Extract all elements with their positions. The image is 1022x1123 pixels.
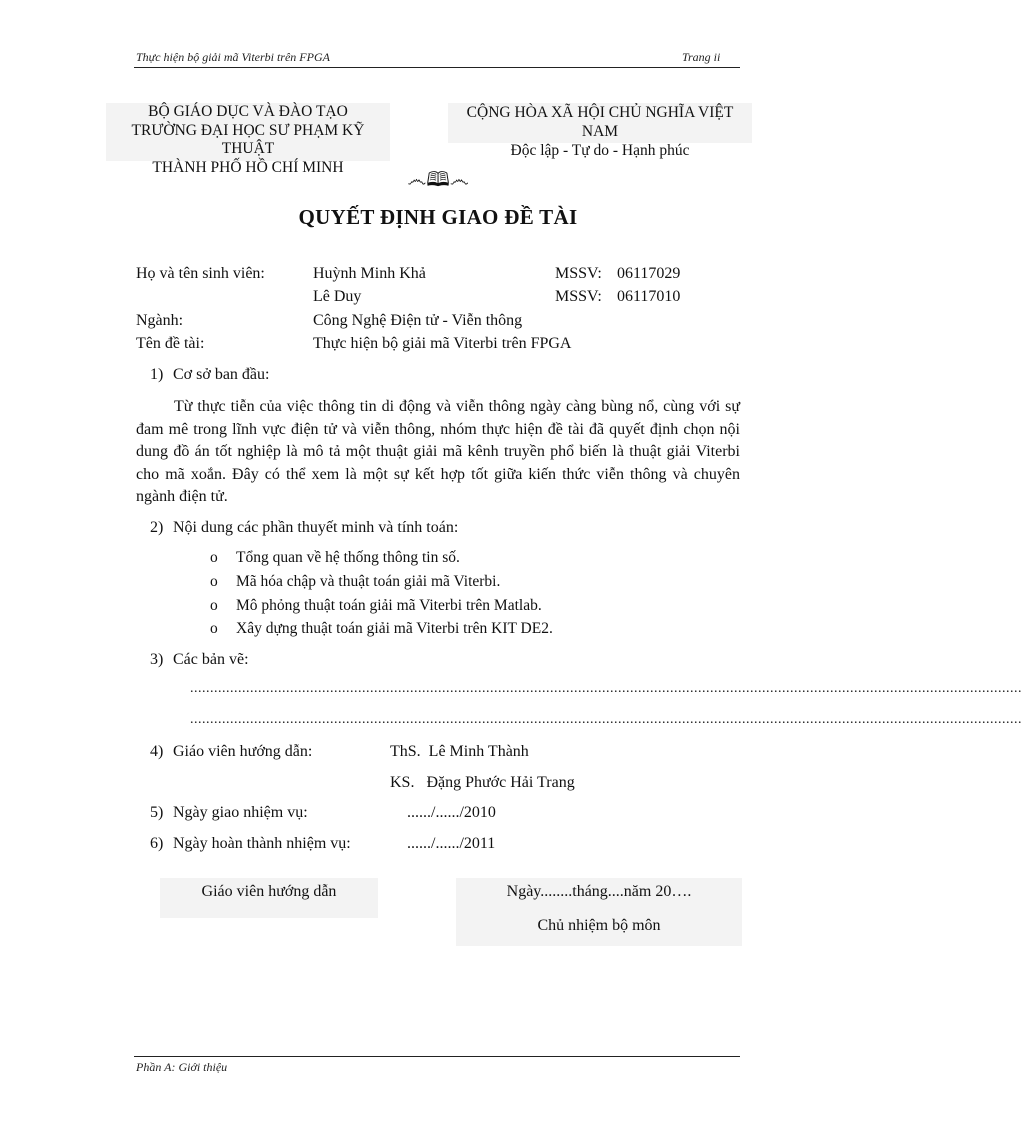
list-item <box>210 573 630 593</box>
section-1-title: Cơ sở ban đầu: <box>173 366 270 383</box>
section-3-title: Các bản vẽ: <box>173 651 249 668</box>
section-4-title: Giáo viên hướng dẫn: <box>173 743 313 760</box>
section-2-title: Nội dung các phần thuyết minh và tính toán: <box>173 519 459 536</box>
dotted-line: ................................................................................................................................................................................................................ <box>190 681 1022 696</box>
department-signature-block <box>456 878 742 946</box>
topic-label: Tên đề tài: <box>136 335 205 352</box>
bullet-circle-icon: o <box>210 573 218 590</box>
book-ornament-icon: ෴🕮෴ <box>407 169 469 191</box>
advisor-2: KS. Đặng Phước Hải Trang <box>390 774 575 791</box>
topic-value: Thực hiện bộ giải mã Viterbi trên FPGA <box>313 335 572 352</box>
mssv-label-2: MSSV: <box>555 288 602 305</box>
bullet-circle-icon: o <box>210 620 218 637</box>
major-label: Ngành: <box>136 312 184 329</box>
ministry-name: BỘ GIÁO DỤC VÀ ĐÀO TẠO <box>148 103 348 120</box>
header-rule <box>134 67 740 68</box>
section-5-title: Ngày giao nhiệm vụ: <box>173 804 308 821</box>
department-head-label: Chủ nhiệm bộ môn <box>537 917 661 934</box>
bullet-circle-icon: o <box>210 597 218 614</box>
section-1-number: 1) <box>150 366 164 383</box>
student-label: Họ và tên sinh viên: <box>136 265 265 282</box>
city-name: THÀNH PHỐ HỒ CHÍ MINH <box>152 158 344 176</box>
mssv-label-1: MSSV: <box>555 265 602 282</box>
list-item <box>210 597 630 617</box>
mssv-value-2: 06117010 <box>617 288 681 305</box>
section-1-paragraph: Từ thực tiễn của việc thông tin di động và viễn thông ngày càng bùng nổ, cùng với sự đam mê trong lĩnh vực điện tử và viễn thông, nhóm thực hiện đề tài đã quyết định chọn nội dung đồ án tốt nghiệp là mô tả một thuật giải mã kênh truyền phổ biến là thuật giải Viterbi cho mã xoắn. Đây có thể xem là một sự kết hợp tốt giữa kiến thức viễn thông và chuyên ngành điện tử. <box>136 398 740 505</box>
list-item <box>210 549 630 569</box>
section-5-number: 5) <box>150 804 164 821</box>
institution-block <box>106 103 390 176</box>
section-4-number: 4) <box>150 743 164 760</box>
advisor-signature-block <box>160 878 378 918</box>
dotted-line: ................................................................................................................................................................................................................ <box>190 712 1022 727</box>
student-name-2: Lê Duy <box>313 288 362 305</box>
advisor-signature-label: Giáo viên hướng dẫn <box>201 883 337 900</box>
mssv-value-1: 06117029 <box>617 265 681 282</box>
footer-section-label: Phần A: Giới thiệu <box>136 1060 228 1074</box>
bullet-circle-icon: o <box>210 549 218 566</box>
section-2-number: 2) <box>150 519 164 536</box>
section-6-title: Ngày hoàn thành nhiệm vụ: <box>173 835 351 852</box>
footer-rule <box>134 1056 740 1057</box>
signature-date: Ngày........tháng....năm 20…. <box>506 883 692 900</box>
nation-name: CỘNG HÒA XÃ HỘI CHỦ NGHĨA VIỆT NAM <box>466 104 734 140</box>
running-header-title: Thực hiện bộ giải mã Viterbi trên FPGA <box>136 50 330 64</box>
list-item-text: Tổng quan về hệ thống thông tin số. <box>236 549 460 566</box>
assign-date: ....../....../2010 <box>407 804 496 821</box>
completion-date: ....../....../2011 <box>407 835 496 852</box>
list-item-text: Mô phỏng thuật toán giải mã Viterbi trên Matlab. <box>236 597 542 614</box>
university-name: TRƯỜNG ĐẠI HỌC SƯ PHẠM KỸ THUẬT <box>131 121 365 157</box>
section-3-number: 3) <box>150 651 164 668</box>
advisor-1: ThS. Lê Minh Thành <box>390 743 529 760</box>
nation-block <box>448 103 752 159</box>
list-item <box>210 620 630 640</box>
major-value: Công Nghệ Điện tử - Viễn thông <box>313 312 523 329</box>
document-title: QUYẾT ĐỊNH GIAO ĐỀ TÀI <box>298 205 578 229</box>
student-name-1: Huỳnh Minh Khả <box>313 265 426 282</box>
list-item-text: Xây dựng thuật toán giải mã Viterbi trên KIT DE2. <box>236 620 553 637</box>
nation-motto: Độc lập - Tự do - Hạnh phúc <box>510 142 690 159</box>
list-item-text: Mã hóa chập và thuật toán giải mã Viterbi. <box>236 573 501 590</box>
page-number: Trang ii <box>682 50 721 64</box>
section-6-number: 6) <box>150 835 164 852</box>
